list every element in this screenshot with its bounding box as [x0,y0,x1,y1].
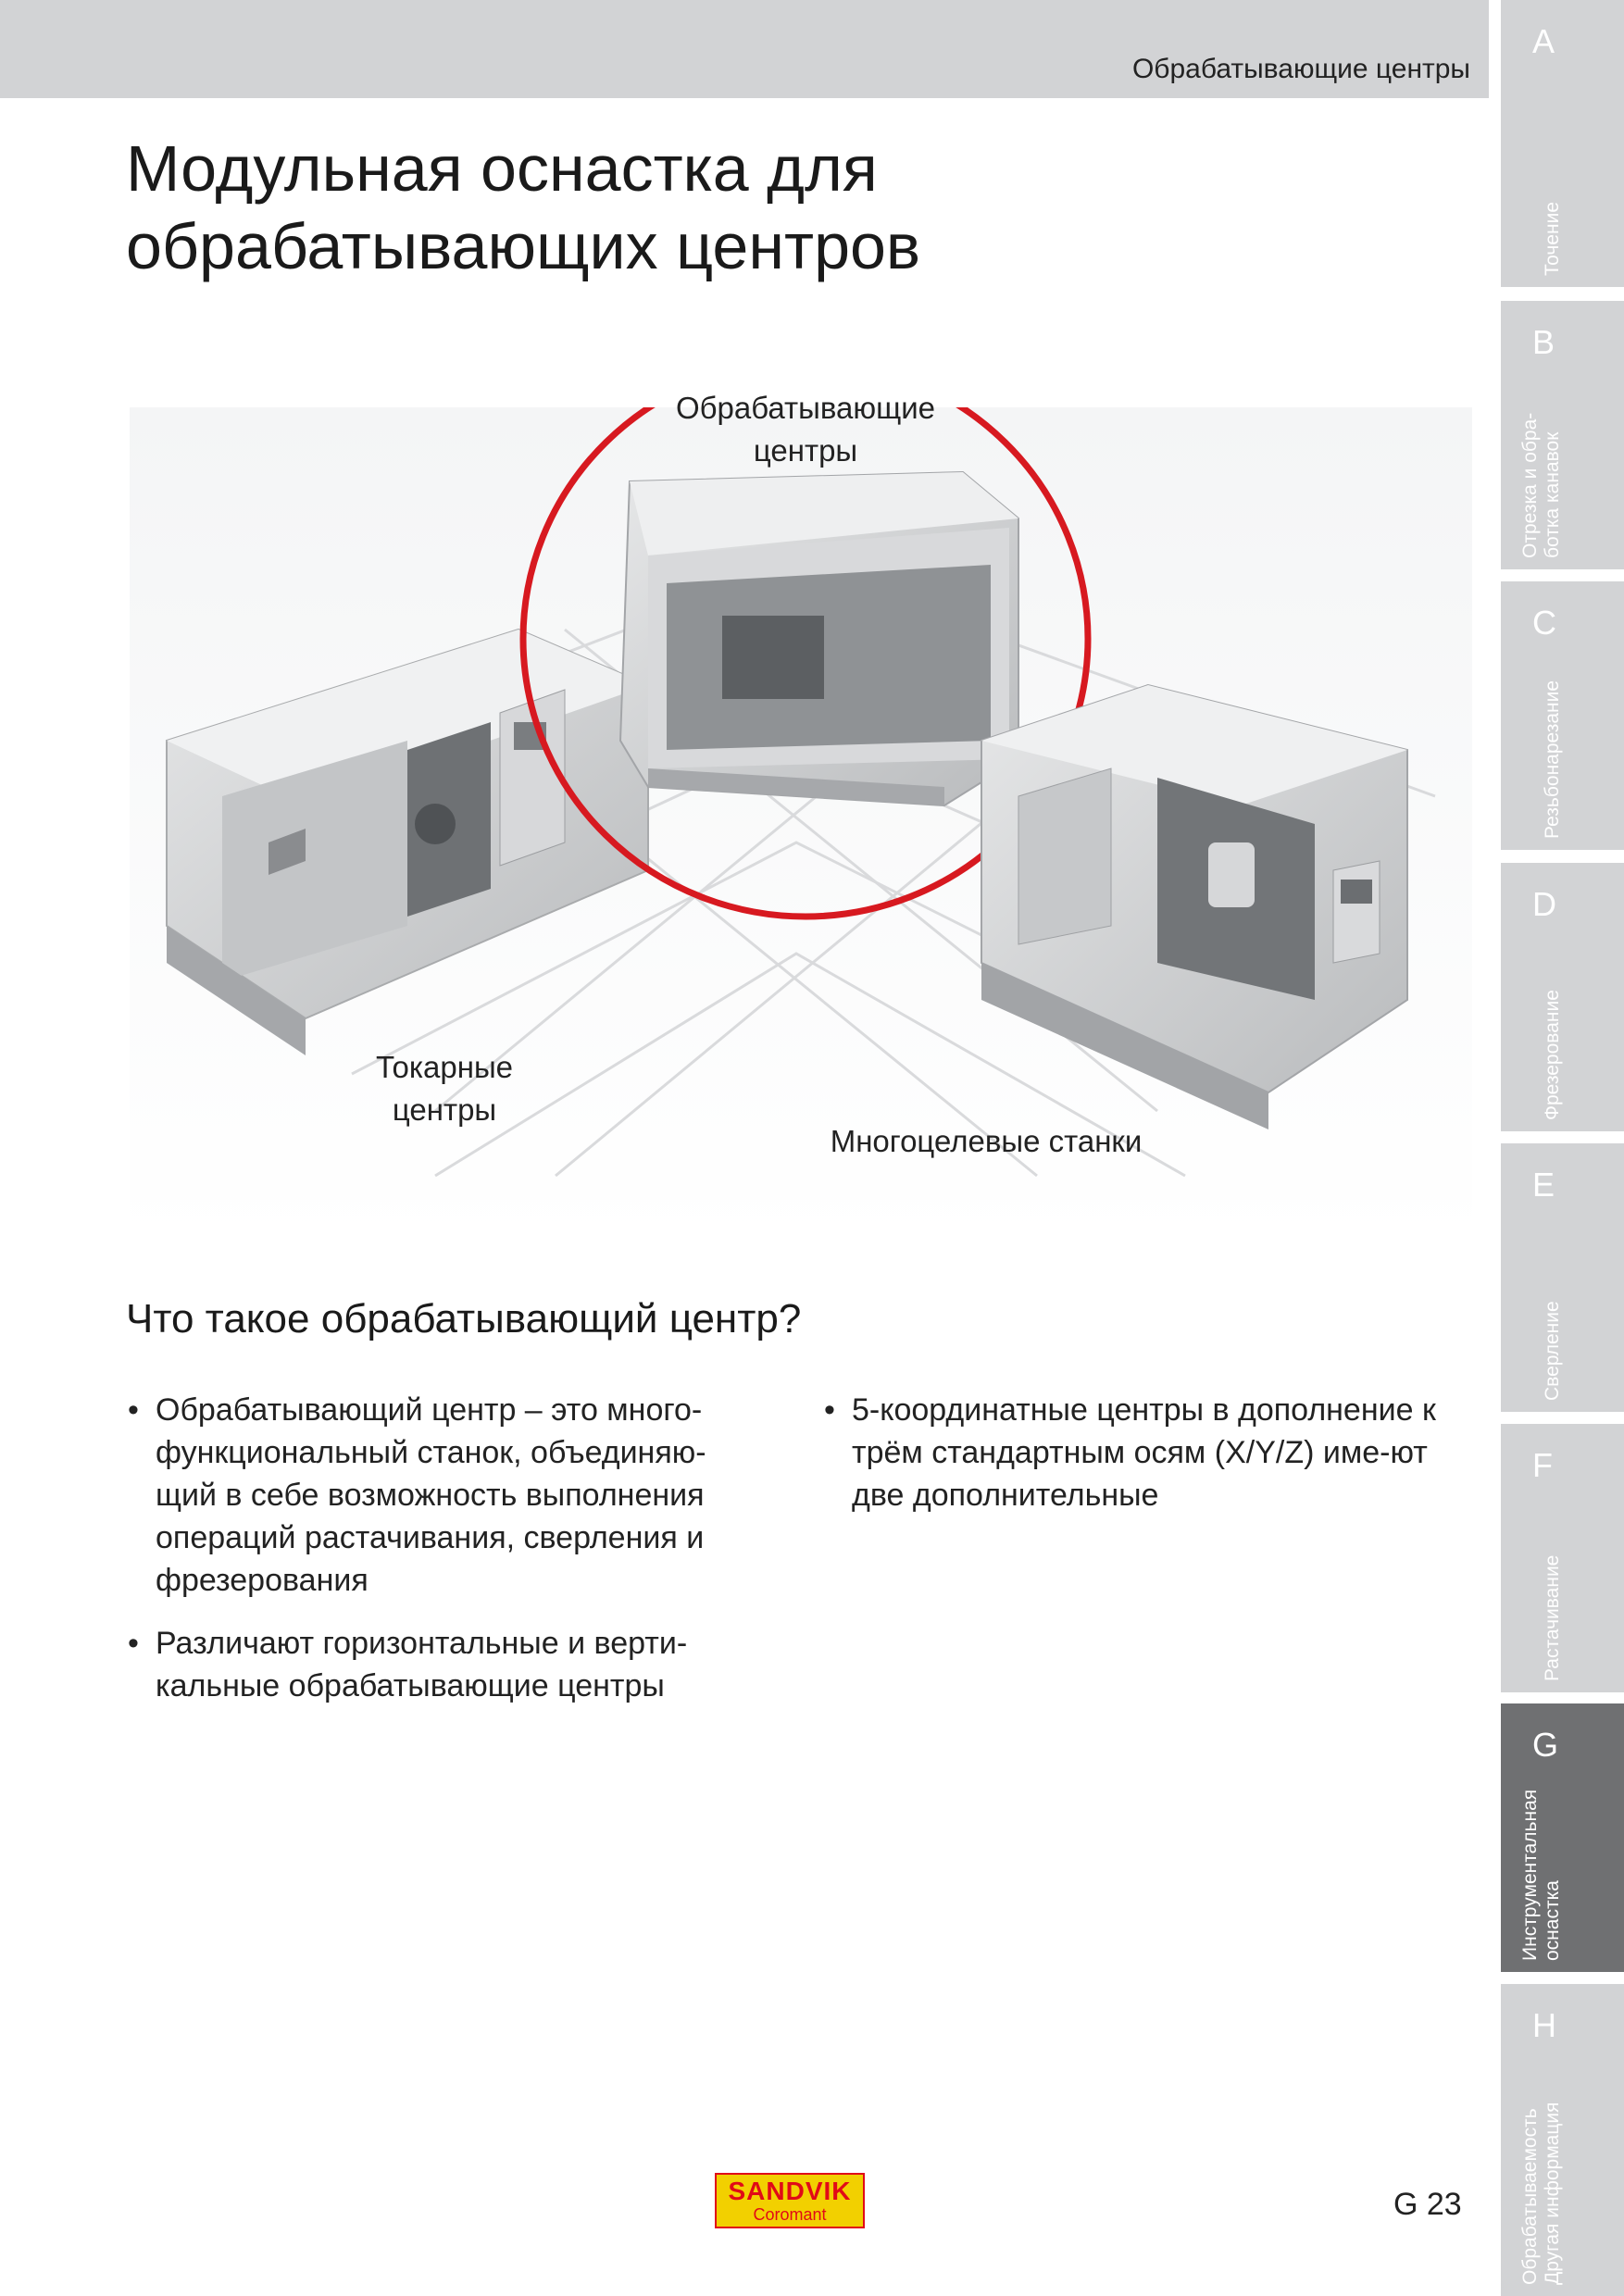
bullet-item: • Различают горизонтальные и верти-кальные обрабатывающие центры [128,1622,767,1707]
tab-label: Резьбонарезание [1542,680,1563,839]
page-number: G 23 [1393,2187,1462,2222]
tab-label: Инструментальная оснастка [1519,1789,1563,1961]
tab-letter: C [1532,604,1556,642]
logo-line2: Coromant [753,2205,827,2224]
bullet-item: • Обрабатывающий центр – это много-функциональный станок, объединяю-щий в себе возможность выполнения операций растачивания, сверления и фрезерования [128,1389,767,1602]
tab-c[interactable] [1501,581,1624,850]
bullets-right [824,1389,1472,1537]
tab-letter: G [1532,1726,1559,1764]
tab-letter: E [1532,1166,1555,1204]
label-turning-centers: Токарные центры [375,1050,514,1127]
label-machining-centers: Обрабатывающие центры [675,391,936,468]
tab-label: Обрабатываемость Другая информация [1519,2102,1563,2285]
machines-illustration [130,391,1472,1241]
tab-f[interactable] [1501,1424,1624,1692]
tab-letter: B [1532,323,1555,361]
sandvik-logo [715,2173,865,2228]
tab-label: Сверление [1542,1301,1563,1401]
tab-e[interactable] [1501,1143,1624,1412]
section-title: Обрабатывающие центры [1131,54,1470,84]
tab-label: Растачивание [1542,1554,1563,1681]
tab-d[interactable] [1501,863,1624,1131]
machines-drawing [130,407,1472,1241]
section-heading: Что такое обрабатывающий центр? [126,1296,802,1341]
tab-letter: A [1532,22,1555,60]
logo-line1: SANDVIK [728,2177,852,2205]
tab-b[interactable] [1501,301,1624,569]
tab-h[interactable] [1501,1984,1624,2296]
bullets-left [128,1389,767,1728]
tab-label: Точение [1542,201,1563,276]
tab-label: Отрезка и обра- ботка канавок [1519,412,1563,558]
tab-g[interactable] [1501,1703,1624,1972]
bullet-item: • 5-координатные центры в дополнение к трём стандартным осям (X/Y/Z) име-ют две дополнительные [824,1389,1472,1516]
tab-letter: H [1532,2006,1556,2044]
tab-a[interactable] [1501,0,1624,287]
tab-letter: D [1532,885,1556,923]
page-title: Модульная оснастка для обрабатывающих центров [126,132,921,282]
header-bar [0,0,1489,98]
tab-label: Фрезерование [1542,990,1563,1120]
chapter-tabs [1501,0,1624,2296]
machining-center [620,472,1018,805]
tab-letter: F [1532,1446,1553,1484]
label-multitask: Многоцелевые станки [830,1124,1143,1158]
